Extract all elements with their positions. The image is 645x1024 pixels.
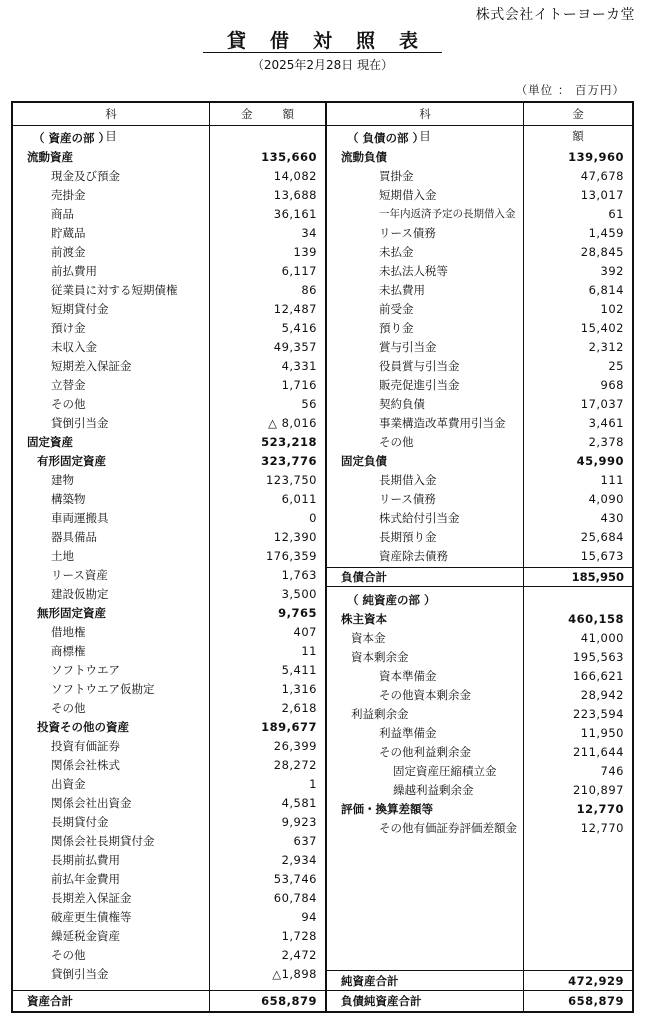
table-row	[13, 642, 325, 661]
row-amount: 2,934	[281, 853, 317, 867]
assets-total-label: 資産合計	[27, 994, 73, 1008]
row-label: 関係会社出資金	[51, 796, 132, 810]
row-label: 固定資産圧縮積立金	[393, 764, 497, 778]
grand-total-label: 負債純資産合計	[341, 994, 422, 1008]
table-row	[327, 648, 632, 667]
table-row	[13, 794, 325, 813]
table-row	[13, 870, 325, 889]
row-amount: 407	[293, 625, 317, 639]
row-amount: 4,331	[281, 359, 317, 373]
net-assets-total-amount: 472,929	[568, 974, 624, 988]
table-row	[327, 781, 632, 800]
row-label: 役員賞与引当金	[379, 359, 460, 373]
row-label: （ 純資産の部 ）	[347, 593, 436, 607]
row-label: 流動資産	[27, 150, 73, 164]
table-row	[13, 262, 325, 281]
row-label: 前払費用	[51, 264, 97, 278]
assets-total-amount: 658,879	[261, 994, 317, 1008]
row-amount: 25,684	[580, 530, 624, 544]
row-label: 長期貸付金	[51, 815, 109, 829]
row-amount: 392	[600, 264, 624, 278]
row-label: 短期貸付金	[51, 302, 109, 316]
table-row	[13, 528, 325, 547]
row-amount: 1,763	[281, 568, 317, 582]
row-amount: 17,037	[580, 397, 624, 411]
row-amount: 135,660	[261, 150, 317, 164]
row-label: 販売促進引当金	[379, 378, 460, 392]
table-row	[13, 699, 325, 718]
row-amount: 12,770	[580, 821, 624, 835]
row-label: 短期差入保証金	[51, 359, 132, 373]
table-row	[13, 965, 325, 984]
table-row	[327, 376, 632, 395]
item-header: 科目	[105, 107, 177, 143]
row-amount: 12,487	[273, 302, 317, 316]
row-amount: 28,845	[580, 245, 624, 259]
table-row	[13, 756, 325, 775]
row-label: 出資金	[51, 777, 86, 791]
table-row	[13, 490, 325, 509]
row-label: 固定資産	[27, 435, 73, 449]
row-amount: 9,765	[278, 606, 317, 620]
row-amount: 139	[293, 245, 317, 259]
table-row	[327, 167, 632, 186]
row-amount: 36,161	[273, 207, 317, 221]
row-amount: 1,316	[281, 682, 317, 696]
table-row	[327, 547, 632, 566]
table-row	[13, 718, 325, 737]
amount-header: 金額	[209, 103, 325, 125]
row-amount: 1,459	[588, 226, 624, 240]
row-amount: 2,618	[281, 701, 317, 715]
liabilities-rows	[327, 129, 632, 566]
row-amount: 56	[301, 397, 317, 411]
row-amount: 166,621	[572, 669, 624, 683]
table-row	[327, 667, 632, 686]
table-row	[327, 452, 632, 471]
row-amount: 15,402	[580, 321, 624, 335]
row-amount: 13,688	[273, 188, 317, 202]
table-row	[13, 243, 325, 262]
row-amount: 26,399	[273, 739, 317, 753]
grand-total-amount: 658,879	[568, 994, 624, 1008]
row-label: その他利益剰余金	[379, 745, 471, 759]
row-amount: 41,000	[580, 631, 624, 645]
row-amount: 94	[301, 910, 317, 924]
table-row	[327, 509, 632, 528]
row-label: 株主資本	[341, 612, 387, 626]
table-row	[13, 148, 325, 167]
assets-column	[13, 103, 327, 1011]
row-label: 利益剰余金	[351, 707, 409, 721]
table-row	[327, 338, 632, 357]
table-row	[13, 775, 325, 794]
row-amount: 968	[600, 378, 624, 392]
report-date: （2025年2月28日 現在）	[251, 58, 394, 72]
row-amount: 25	[608, 359, 624, 373]
row-label: 無形固定資産	[37, 606, 106, 620]
row-amount: 86	[301, 283, 317, 297]
row-label: 一年内返済予定の長期借入金	[379, 208, 516, 220]
title-text: 貸借対照表	[203, 30, 442, 53]
table-row	[327, 591, 632, 610]
row-label: 長期差入保証金	[51, 891, 132, 905]
table-row	[327, 705, 632, 724]
table-row	[13, 300, 325, 319]
row-label: 評価・換算差額等	[341, 802, 433, 816]
liabilities-column	[327, 103, 632, 1011]
row-amount: 14,082	[273, 169, 317, 183]
row-label: （ 負債の部 ）	[347, 131, 425, 145]
page-title	[0, 30, 645, 53]
row-label: 事業構造改革費用引当金	[379, 416, 506, 430]
row-amount: 5,416	[281, 321, 317, 335]
table-row	[327, 724, 632, 743]
row-label: 貸倒引当金	[51, 416, 109, 430]
row-label: 契約負債	[379, 397, 425, 411]
row-amount: △1,898	[272, 967, 317, 981]
row-amount: 5,411	[281, 663, 317, 677]
row-label: 資本準備金	[379, 669, 437, 683]
table-row	[327, 433, 632, 452]
table-row	[327, 629, 632, 648]
row-label: 未払金	[379, 245, 414, 259]
unit-note: （単位 ： 百万円）	[515, 83, 625, 97]
table-row	[327, 243, 632, 262]
table-row	[13, 737, 325, 756]
row-amount: 637	[293, 834, 317, 848]
row-label: 器具備品	[51, 530, 97, 544]
row-amount: 15,673	[580, 549, 624, 563]
amount-header: 金額	[523, 103, 632, 125]
assets-rows	[13, 129, 325, 984]
table-row	[327, 262, 632, 281]
table-row	[327, 490, 632, 509]
table-row	[327, 357, 632, 376]
table-row	[13, 357, 325, 376]
table-row	[13, 338, 325, 357]
row-label: 売掛金	[51, 188, 86, 202]
row-amount: 28,272	[273, 758, 317, 772]
table-row	[13, 433, 325, 452]
row-label: 未払費用	[379, 283, 425, 297]
row-label: 商標権	[51, 644, 86, 658]
table-row	[13, 186, 325, 205]
table-row	[13, 832, 325, 851]
table-row	[13, 604, 325, 623]
row-amount: 746	[600, 764, 624, 778]
row-label: 長期前払費用	[51, 853, 120, 867]
row-label: 利益準備金	[379, 726, 437, 740]
row-label: 土地	[51, 549, 74, 563]
row-label: 未払法人税等	[379, 264, 448, 278]
row-label: 従業員に対する短期債権	[51, 283, 178, 297]
row-label: 短期借入金	[379, 188, 437, 202]
row-amount: 195,563	[572, 650, 624, 664]
row-label: 預け金	[51, 321, 86, 335]
row-label: その他	[379, 435, 414, 449]
row-label: 投資その他の資産	[37, 720, 129, 734]
row-amount: 60,784	[273, 891, 317, 905]
row-amount: 223,594	[572, 707, 624, 721]
row-label: 前払年金費用	[51, 872, 120, 886]
row-label: 商品	[51, 207, 74, 221]
row-amount: 11	[301, 644, 317, 658]
row-label: 破産更生債権等	[51, 910, 132, 924]
table-row	[13, 585, 325, 604]
row-amount: 12,770	[576, 802, 624, 816]
row-amount: 523,218	[261, 435, 317, 449]
liabilities-total-label: 負債合計	[341, 570, 387, 584]
row-amount: 53,746	[273, 872, 317, 886]
row-label: 資本剰余金	[351, 650, 409, 664]
row-label: 株式給付引当金	[379, 511, 460, 525]
grand-total-row	[327, 990, 632, 1011]
row-amount: 12,390	[273, 530, 317, 544]
table-row	[13, 680, 325, 699]
row-amount: △ 8,016	[268, 416, 317, 430]
row-amount: 3,461	[588, 416, 624, 430]
net-assets-rows	[327, 591, 632, 838]
row-label: 長期預り金	[379, 530, 437, 544]
row-amount: 61	[608, 207, 624, 221]
row-label: 長期借入金	[379, 473, 437, 487]
row-label: 現金及び預金	[51, 169, 120, 183]
row-amount: 430	[600, 511, 624, 525]
row-label: その他有価証券評価差額金	[379, 821, 517, 835]
row-label: 買掛金	[379, 169, 414, 183]
table-row	[13, 167, 325, 186]
table-row	[13, 452, 325, 471]
row-label: 前渡金	[51, 245, 86, 259]
assets-total-row	[13, 990, 325, 1011]
row-amount: 102	[600, 302, 624, 316]
row-label: 繰延税金資産	[51, 929, 120, 943]
table-row	[13, 946, 325, 965]
row-amount: 6,814	[588, 283, 624, 297]
table-row	[13, 566, 325, 585]
table-row	[327, 319, 632, 338]
table-row	[13, 414, 325, 433]
table-row	[327, 148, 632, 167]
table-row	[327, 610, 632, 629]
table-row	[13, 623, 325, 642]
row-amount: 4,090	[588, 492, 624, 506]
row-amount: 13,017	[580, 188, 624, 202]
item-header: 科目	[419, 107, 491, 143]
row-label: その他	[51, 948, 86, 962]
table-row	[327, 800, 632, 819]
table-row	[327, 471, 632, 490]
row-amount: 3,500	[281, 587, 317, 601]
row-amount: 45,990	[576, 454, 624, 468]
liabilities-total-row	[327, 567, 632, 587]
row-label: 貯蔵品	[51, 226, 86, 240]
row-label: 有形固定資産	[37, 454, 106, 468]
row-label: その他	[51, 701, 86, 715]
row-label: 繰越利益剰余金	[393, 783, 474, 797]
row-amount: 1	[309, 777, 317, 791]
row-label: 立替金	[51, 378, 86, 392]
row-amount: 9,923	[281, 815, 317, 829]
table-row	[13, 509, 325, 528]
balance-sheet-table	[11, 101, 634, 1013]
row-amount: 111	[600, 473, 624, 487]
net-assets-total-row	[327, 970, 632, 991]
row-label: リース資産	[51, 568, 108, 582]
row-label: 前受金	[379, 302, 414, 316]
table-row	[327, 743, 632, 762]
row-label: その他資本剰余金	[379, 688, 471, 702]
table-row	[13, 813, 325, 832]
table-row	[13, 129, 325, 148]
row-amount: 211,644	[572, 745, 624, 759]
table-row	[327, 224, 632, 243]
table-row	[327, 819, 632, 838]
table-row	[13, 376, 325, 395]
table-row	[13, 661, 325, 680]
row-amount: 6,117	[281, 264, 317, 278]
row-label: 建設仮勘定	[51, 587, 109, 601]
table-row	[327, 281, 632, 300]
row-amount: 1,716	[281, 378, 317, 392]
table-row	[13, 281, 325, 300]
table-row	[327, 528, 632, 547]
table-row	[13, 927, 325, 946]
row-label: 賞与引当金	[379, 340, 437, 354]
table-row	[327, 762, 632, 781]
row-label: 資産除去債務	[379, 549, 448, 563]
row-amount: 2,312	[588, 340, 624, 354]
row-amount: 0	[309, 511, 317, 525]
row-label: 預り金	[379, 321, 414, 335]
table-row	[327, 300, 632, 319]
row-label: 未収入金	[51, 340, 97, 354]
row-amount: 28,942	[580, 688, 624, 702]
net-assets-total-label: 純資産合計	[341, 974, 399, 988]
row-amount: 2,378	[588, 435, 624, 449]
row-label: 資本金	[351, 631, 386, 645]
row-amount: 460,158	[568, 612, 624, 626]
table-row	[13, 889, 325, 908]
table-row	[13, 395, 325, 414]
row-label: 関係会社株式	[51, 758, 120, 772]
row-label: ソフトウエア仮勘定	[51, 682, 155, 696]
row-amount: 323,776	[261, 454, 317, 468]
table-row	[327, 414, 632, 433]
row-label: その他	[51, 397, 86, 411]
row-label: 投資有価証券	[51, 739, 120, 753]
liabilities-total-amount: 185,950	[571, 570, 624, 584]
table-row	[327, 129, 632, 148]
table-row	[13, 224, 325, 243]
table-row	[13, 547, 325, 566]
row-amount: 1,728	[281, 929, 317, 943]
table-row	[13, 471, 325, 490]
company-name: 株式会社イトーヨーカ堂	[475, 7, 635, 23]
row-amount: 6,011	[281, 492, 317, 506]
table-row	[13, 908, 325, 927]
row-label: 車両運搬具	[51, 511, 109, 525]
row-amount: 34	[301, 226, 317, 240]
row-amount: 49,357	[273, 340, 317, 354]
row-label: 固定負債	[341, 454, 387, 468]
row-amount: 2,472	[281, 948, 317, 962]
row-label: 構築物	[51, 492, 86, 506]
row-label: （ 資産の部 ）	[33, 131, 111, 145]
row-label: 建物	[51, 473, 74, 487]
row-amount: 47,678	[580, 169, 624, 183]
row-label: 貸倒引当金	[51, 967, 109, 981]
row-amount: 176,359	[265, 549, 317, 563]
table-row	[13, 851, 325, 870]
row-amount: 189,677	[261, 720, 317, 734]
row-amount: 11,950	[580, 726, 624, 740]
row-label: 借地権	[51, 625, 86, 639]
row-amount: 139,960	[568, 150, 624, 164]
table-row	[327, 186, 632, 205]
table-row	[327, 686, 632, 705]
table-row	[327, 205, 632, 224]
row-amount: 123,750	[265, 473, 317, 487]
row-label: リース債務	[379, 492, 436, 506]
row-label: 関係会社長期貸付金	[51, 834, 155, 848]
row-amount: 4,581	[281, 796, 317, 810]
row-label: リース債務	[379, 226, 436, 240]
table-row	[13, 319, 325, 338]
table-row	[327, 395, 632, 414]
row-label: 流動負債	[341, 150, 387, 164]
row-amount: 210,897	[572, 783, 624, 797]
table-row	[13, 205, 325, 224]
row-label: ソフトウエア	[51, 663, 120, 677]
